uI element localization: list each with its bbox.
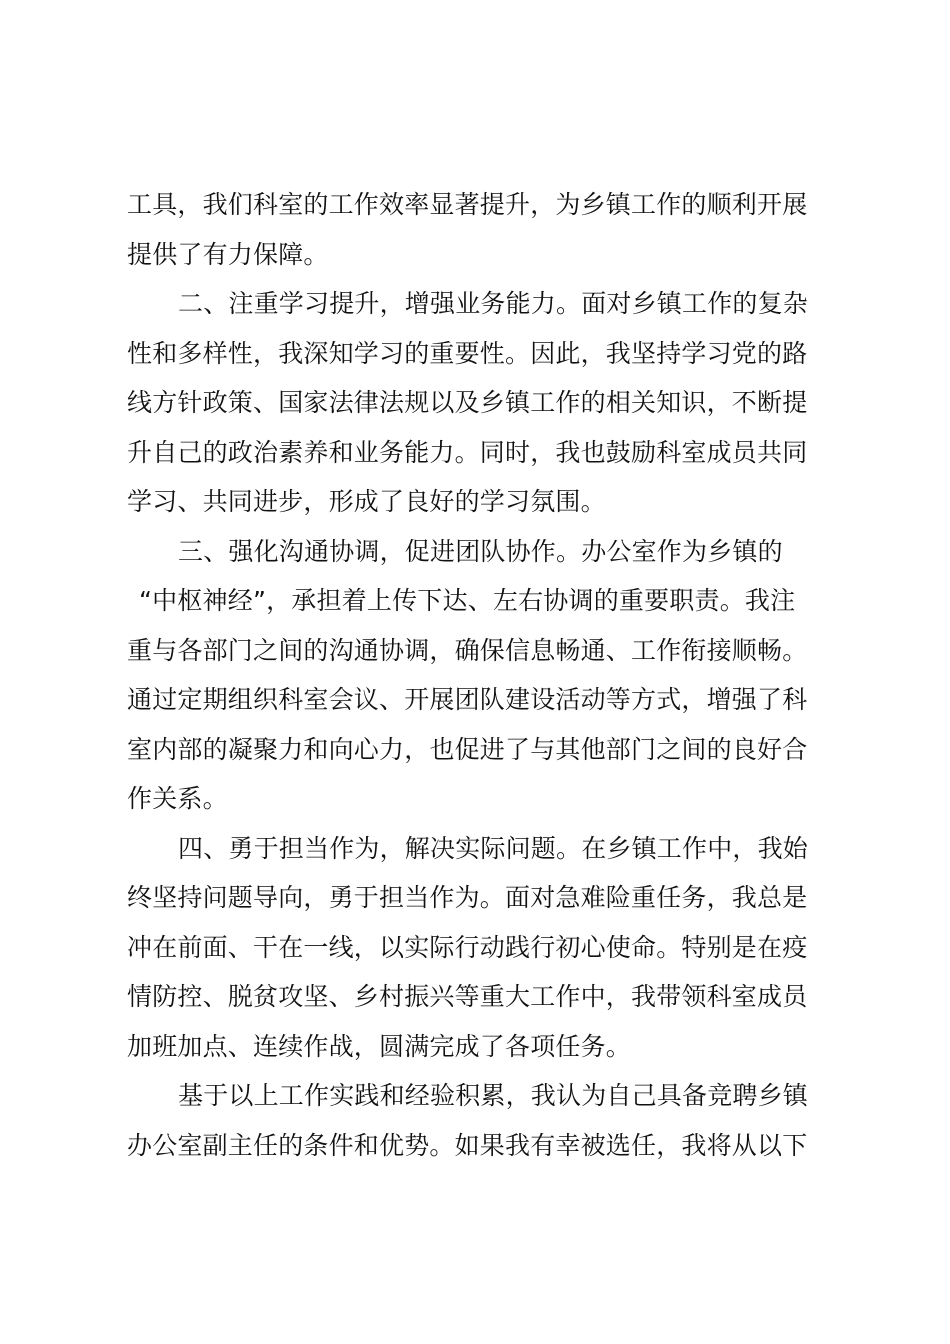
- text-line: 情防控、脱贫攻坚、乡村振兴等重大工作中，我带领科室成员: [127, 982, 808, 1011]
- text-line: 提供了有力保障。: [127, 239, 329, 269]
- body-text: [127, 180, 847, 1170]
- text-line: 室内部的凝聚力和向心力，也促进了与其他部门之间的良好合: [127, 734, 808, 764]
- text-line: 作关系。: [127, 784, 228, 813]
- text-line: 学习、共同进步，形成了良好的学习氛围。: [127, 487, 606, 516]
- text-line: 线方针政策、国家法律法规以及乡镇工作的相关知识，不断提: [127, 388, 808, 417]
- text-line: 性和多样性，我深知学习的重要性。因此，我坚持学习党的路: [127, 338, 808, 368]
- text-line: 加班加点、连续作战，圆满完成了各项任务。: [127, 1031, 632, 1061]
- paragraph-start-line: 基于以上工作实践和经验积累，我认为自己具备竞聘乡镇: [178, 1081, 809, 1110]
- paragraph-heading-line: 二、注重学习提升，增强业务能力。面对乡镇工作的复杂: [178, 289, 809, 318]
- text-line: 升自己的政治素养和业务能力。同时，我也鼓励科室成员共同: [127, 437, 808, 467]
- text-line: “中枢神经”，承担着上传下达、左右协调的重要职责。我注: [139, 586, 796, 615]
- text-line: 办公室副主任的条件和优势。如果我有幸被选任，我将从以下: [127, 1130, 808, 1160]
- paragraph-heading-line: 三、强化沟通协调，促进团队协作。办公室作为乡镇的: [178, 536, 783, 566]
- text-line: 重与各部门之间的沟通协调，确保信息畅通、工作衔接顺畅。: [127, 635, 808, 665]
- text-line: 冲在前面、干在一线，以实际行动践行初心使命。特别是在疫: [127, 932, 808, 962]
- text-line: 终坚持问题导向，勇于担当作为。面对急难险重任务，我总是: [127, 883, 808, 912]
- paragraph-heading-line: 四、勇于担当作为，解决实际问题。在乡镇工作中，我始: [178, 833, 809, 863]
- text-line: 工具，我们科室的工作效率显著提升，为乡镇工作的顺利开展: [127, 190, 808, 219]
- text-line: 通过定期组织科室会议、开展团队建设活动等方式，增强了科: [127, 685, 808, 714]
